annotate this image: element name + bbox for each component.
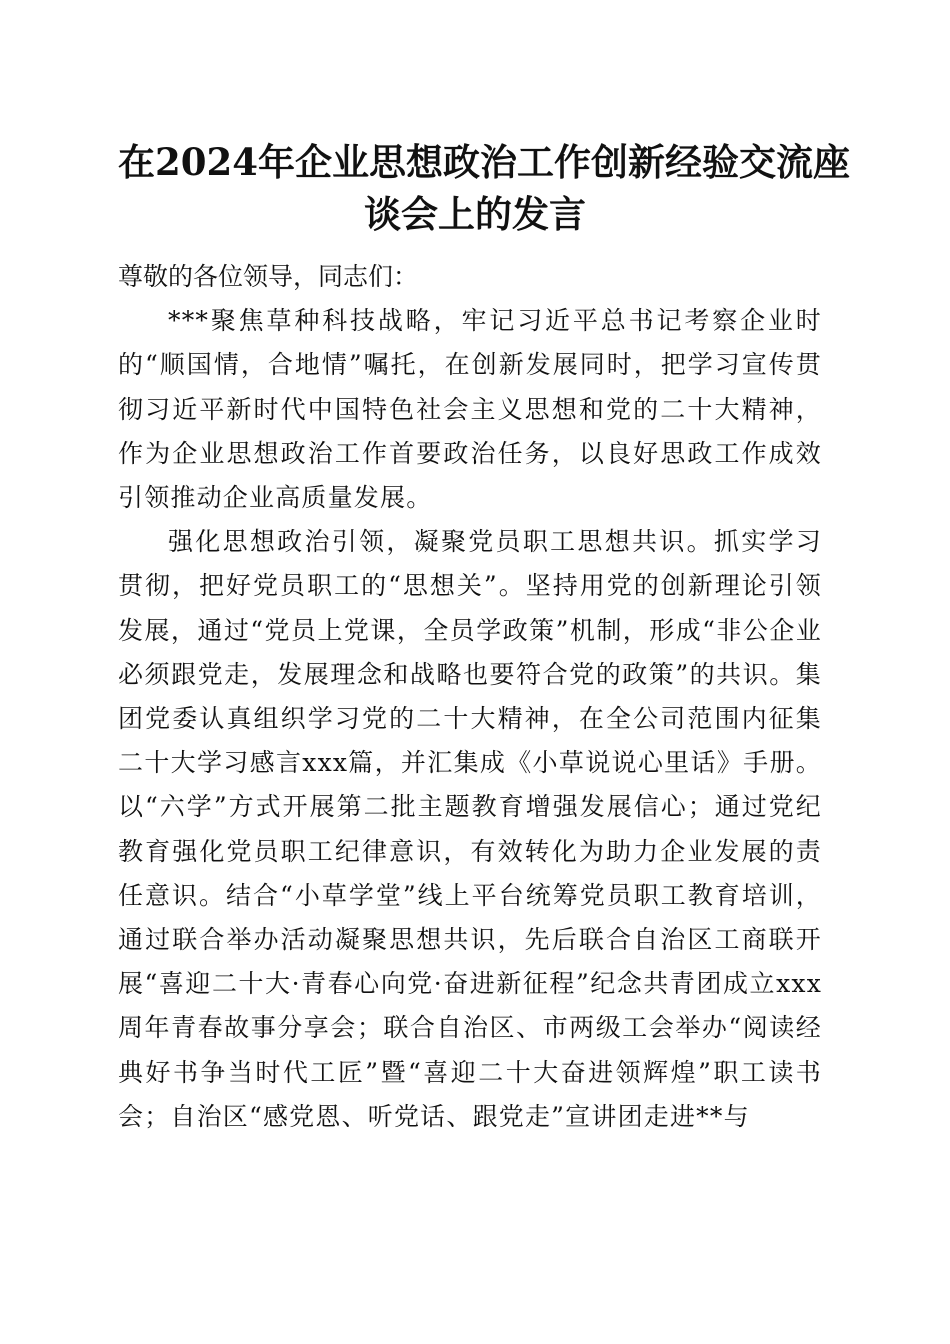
title-line-1: 在2024年企业思想政治工作创新经验交流座 — [118, 140, 850, 184]
title-line-2: 谈会上的发言 — [364, 192, 586, 236]
paragraph-intro: ***聚焦草种科技战略，牢记习近平总书记考察企业时的“顺国情，合地情”嘱托，在创新发展同时，把学习宣传贯彻习近平新时代中国特色社会主义思想和党的二十大精神，作为企业思想政治工作首要政治任务，以良好思政工作成效引领推动企业高质量发展。 — [118, 306, 822, 513]
paragraph-ideological-guidance: 强化思想政治引领，凝聚党员职工思想共识。抓实学习贯彻，把好党员职工的“思想关”。坚持用党的创新理论引领发展，通过“党员上党课，全员学政策”机制，形成“非公企业必须跟党走，发展理念和战略也要符合党的政策”的共识。集团党委认真组织学习党的二十大精神，在全公司范围内征集二十大学习感言xxx篇，并汇集成《小草说说心里话》手册。以“六学”方式开展第二批主题教育增强发展信心；通过党纪教育强化党员职工纪律意识，有效转化为助力企业发展的责任意识。结合“小草学堂”线上平台统筹党员职工教育培训，通过联合举办活动凝聚思想共识，先后联合自治区工商联开展“喜迎二十大·青春心向党·奋进新征程”纪念共青团成立xxx周年青春故事分享会；联合自治区、市两级工会举办“阅读经典好书争当时代工匠”暨“喜迎二十大奋进领辉煌”职工读书会；自治区“感党恩、听党话、跟党走”宣讲团走进**与 — [118, 527, 822, 1131]
salutation: 尊敬的各位领导，同志们： — [118, 262, 419, 291]
document-body — [118, 255, 822, 1139]
document-title — [118, 136, 850, 240]
